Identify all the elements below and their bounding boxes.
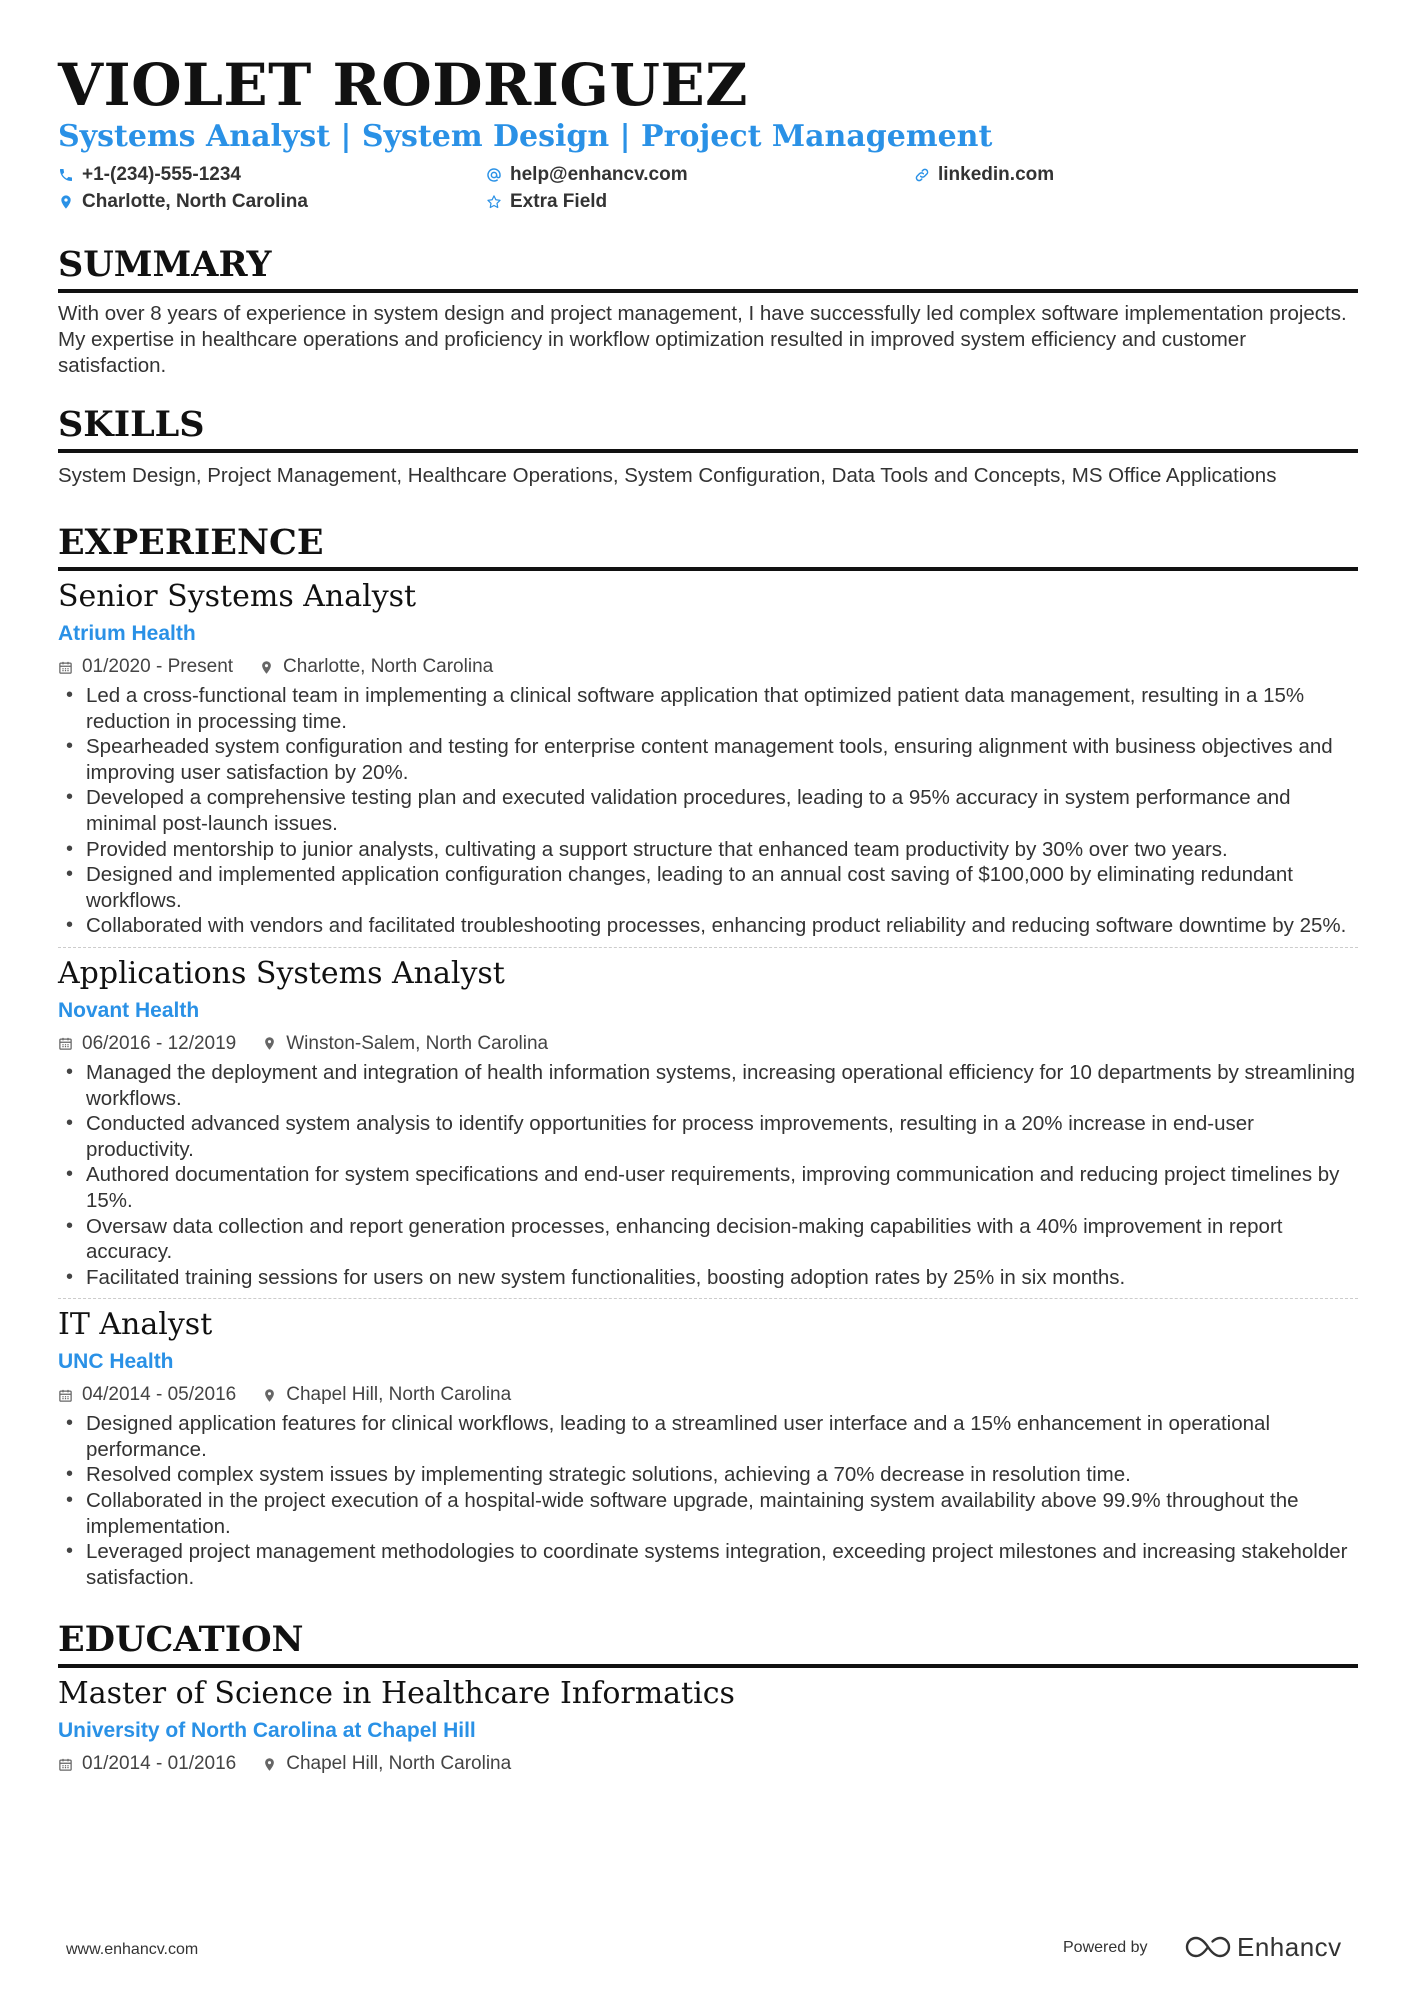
contact-email[interactable] xyxy=(486,162,914,188)
job-bullets xyxy=(58,1060,1358,1290)
location-pin-icon xyxy=(262,1757,277,1772)
summary-text: With over 8 years of experience in system design and project management, I have successfully led complex software implementation projects. My expertise in healthcare operations and proficiency in workflow optimization resulted in improved system efficiency and customer satisfaction. xyxy=(58,302,1347,377)
summary-section xyxy=(58,243,1358,379)
education-dates: 01/2014 - 01/2016 xyxy=(82,1753,237,1775)
infinity-logo-icon xyxy=(1185,1930,1231,1964)
experience-section xyxy=(58,521,1358,1590)
education-meta xyxy=(58,1750,1358,1778)
resume-content xyxy=(58,50,1358,1778)
summary-title: SUMMARY xyxy=(58,243,1358,293)
at-icon xyxy=(486,167,502,183)
company-name: Atrium Health xyxy=(58,622,196,645)
brand-name: Enhancv xyxy=(1237,1931,1342,1962)
job-bullets xyxy=(58,683,1358,939)
extra-field-text: Extra Field xyxy=(510,191,608,212)
education-location-text: Chapel Hill, North Carolina xyxy=(286,1753,512,1775)
contact-info xyxy=(58,162,1358,215)
bullet-item: • Collaborated with vendors and facilitated troubleshooting processes, enhancing product reliability and reducing software downtime by 25%. xyxy=(58,913,1358,939)
job-dates: 01/2020 - Present xyxy=(82,656,234,677)
calendar-icon xyxy=(58,1757,73,1772)
job-location xyxy=(262,1030,548,1058)
bullet-item: • Facilitated training sessions for users on new system functionalities, boosting adoption rates by 25% in six months. xyxy=(58,1265,1358,1291)
job-divider xyxy=(58,1298,1358,1299)
job-meta xyxy=(58,1381,1358,1409)
bullet-item: • Collaborated in the project execution of a hospital-wide software upgrade, maintaining system availability above 99.9% throughout the implementation. xyxy=(58,1488,1358,1539)
contact-location xyxy=(58,189,486,215)
education-title: EDUCATION xyxy=(58,1618,1358,1668)
job-meta xyxy=(58,1030,1358,1058)
job-title: IT Analyst xyxy=(58,1307,213,1343)
job-entry xyxy=(58,577,1358,948)
location-pin-icon xyxy=(262,1388,277,1403)
school-name: University of North Carolina at Chapel Hill xyxy=(58,1719,476,1743)
skills-title: SKILLS xyxy=(58,403,1358,453)
bullet-item: • Developed a comprehensive testing plan and executed validation procedures, leading to a 95% accuracy in system performance and minimal post-launch issues. xyxy=(58,785,1358,836)
bullet-item: • Oversaw data collection and report generation processes, enhancing decision-making capabilities with a 40% improvement in report accuracy. xyxy=(58,1214,1358,1265)
job-location-text: Winston-Salem, North Carolina xyxy=(286,1032,549,1054)
job-bullets xyxy=(58,1411,1358,1590)
job-entry xyxy=(58,954,1358,1299)
job-location xyxy=(259,653,493,681)
contact-linkedin[interactable] xyxy=(914,162,1342,188)
calendar-icon xyxy=(58,1388,73,1403)
bullet-item: • Designed application features for clinical workflows, leading to a streamlined user interface and a 15% enhancement in operational performance. xyxy=(58,1411,1358,1462)
degree-title: Master of Science in Healthcare Informatics xyxy=(58,1676,735,1712)
location-pin-icon xyxy=(259,660,274,675)
email-text: help@enhancv.com xyxy=(510,164,688,185)
education-section xyxy=(58,1618,1358,1778)
bullet-item: • Designed and implemented application configuration changes, leading to an annual cost saving of $100,000 by eliminating redundant workflows. xyxy=(58,862,1358,913)
powered-by-text: Powered by xyxy=(1063,1939,1148,1956)
calendar-icon xyxy=(58,1036,73,1051)
location-pin-icon xyxy=(262,1036,277,1051)
location-pin-icon xyxy=(58,194,74,210)
job-meta xyxy=(58,653,1358,681)
company-name: UNC Health xyxy=(58,1350,174,1374)
job-entry xyxy=(58,1305,1358,1590)
experience-title: EXPERIENCE xyxy=(58,521,1358,571)
candidate-name: VIOLET RODRIGUEZ xyxy=(58,51,749,119)
job-location-text: Chapel Hill, North Carolina xyxy=(286,1384,512,1406)
link-icon xyxy=(914,167,930,183)
bullet-item: • Provided mentorship to junior analysts, cultivating a support structure that enhanced team productivity by 30% over two years. xyxy=(58,837,1358,863)
job-location-text: Charlotte, North Carolina xyxy=(283,656,494,677)
bullet-item: • Conducted advanced system analysis to identify opportunities for process improvements, resulting in a 20% increase in end-user productivity. xyxy=(58,1111,1358,1162)
bullet-item: • Spearheaded system configuration and testing for enterprise content management tools, ensuring alignment with business objectives and improving user satisfaction by 20%. xyxy=(58,734,1358,785)
bullet-item: • Led a cross-functional team in implementing a clinical software application that optimized patient data management, resulting in a 15% reduction in processing time. xyxy=(58,683,1358,734)
star-icon xyxy=(486,194,502,210)
bullet-item: • Managed the deployment and integration of health information systems, increasing operational efficiency for 10 departments by streamlining workflows. xyxy=(58,1060,1358,1111)
location-text: Charlotte, North Carolina xyxy=(82,191,308,212)
candidate-headline: Systems Analyst | System Design | Project Management xyxy=(58,119,993,154)
job-divider xyxy=(58,947,1358,948)
linkedin-text: linkedin.com xyxy=(938,164,1055,185)
job-title: Senior Systems Analyst xyxy=(58,579,417,614)
education-location xyxy=(262,1750,511,1778)
footer xyxy=(0,1930,1410,1970)
contact-phone[interactable] xyxy=(58,162,486,188)
job-dates: 04/2014 - 05/2016 xyxy=(82,1384,237,1406)
bullet-item: • Authored documentation for system specifications and end-user requirements, improving communication and reducing project timelines by 15%. xyxy=(58,1162,1358,1213)
job-dates: 06/2016 - 12/2019 xyxy=(82,1032,237,1054)
contact-extra xyxy=(486,189,914,215)
enhancv-logo[interactable] xyxy=(1185,1930,1342,1964)
phone-text: +1-(234)-555-1234 xyxy=(82,164,241,185)
skills-text: System Design, Project Management, Healthcare Operations, System Configuration, Data Tools and Concepts, MS Office Applications xyxy=(58,464,1277,487)
skills-section xyxy=(58,403,1358,489)
bullet-item: • Resolved complex system issues by implementing strategic solutions, achieving a 70% decrease in resolution time. xyxy=(58,1462,1358,1488)
job-title: Applications Systems Analyst xyxy=(58,955,505,991)
phone-icon xyxy=(58,167,74,183)
footer-website[interactable]: www.enhancv.com xyxy=(66,1941,199,1958)
company-name: Novant Health xyxy=(58,998,200,1022)
bullet-item: • Leveraged project management methodologies to coordinate systems integration, exceeding project milestones and increasing stakeholder satisfaction. xyxy=(58,1539,1358,1590)
job-location xyxy=(262,1381,511,1409)
calendar-icon xyxy=(58,660,73,675)
